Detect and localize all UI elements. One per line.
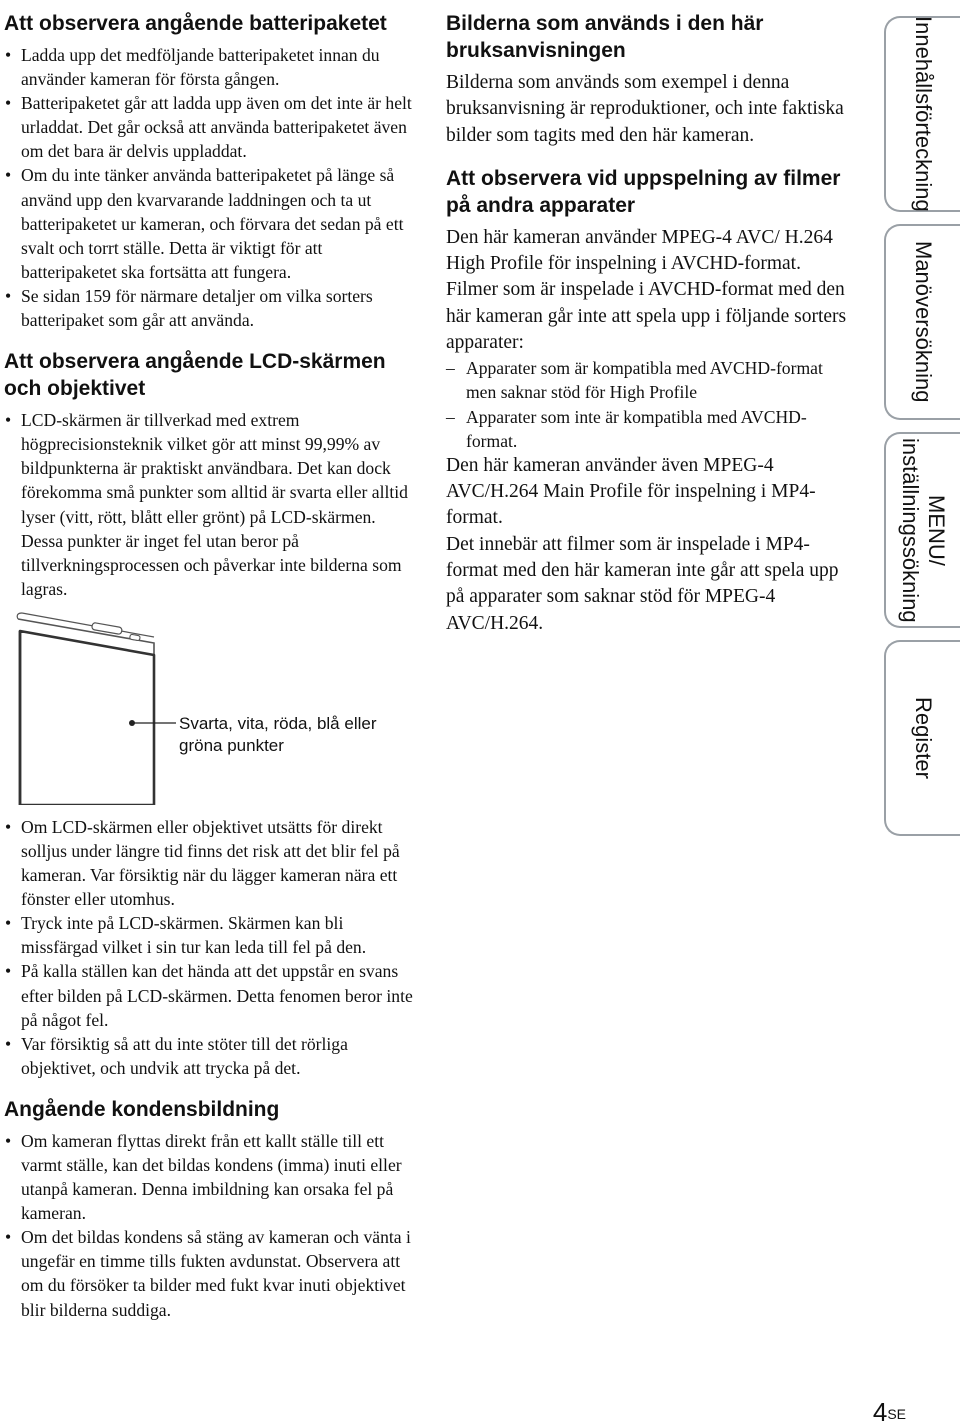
tab-label: Register	[911, 697, 936, 779]
lcd-pixel-figure	[4, 609, 416, 805]
playback-paragraph: Den här kameran använder MPEG-4 AVC/ H.264 High Profile för inspelning i AVCHD-format.	[446, 226, 833, 275]
condensation-section	[4, 1096, 416, 1322]
list-item: • Om du inte tänker använda batteripaketet på länge så använd upp den kvarvarande laddningen och ta ut batteripaketet ur kameran, och förvara det sedan på ett svalt och torrt ställe. Detta är viktigt för att batteripaketet ska fortsätta att fungera.	[4, 163, 416, 283]
page-number-value: 4	[872, 1397, 888, 1427]
tab-label: Manöversökning	[911, 241, 936, 403]
images-heading: Bilderna som används i den här bruksanvisningen	[446, 12, 764, 62]
images-section	[446, 10, 856, 149]
list-item: – Apparater som är kompatibla med AVCHD-format men saknar stöd för High Profile	[446, 356, 856, 404]
lcd-list	[4, 408, 416, 601]
tab-contents[interactable]	[884, 16, 960, 212]
tab-operation-search[interactable]	[884, 224, 960, 420]
tab-label: Innehållsförteckning	[911, 16, 936, 212]
list-item: • På kalla ställen kan det hända att det uppstår en svans efter bilden på LCD-skärmen. Detta fenomen beror inte på något fel.	[4, 959, 416, 1031]
page-number-suffix: SE	[887, 1406, 906, 1422]
playback-section	[446, 165, 856, 637]
playback-heading: Att observera vid uppspelning av filmer på andra apparater	[446, 166, 841, 217]
camera-screen-illustration	[4, 609, 416, 805]
list-item: • Ladda upp det medföljande batteripaketet innan du använder kameran för första gången.	[4, 43, 416, 91]
left-column	[4, 10, 416, 1338]
list-item: • LCD-skärmen är tillverkad med extrem högprecisionsteknik vilket gör att minst 99,99% av bildpunkterna är praktiskt användbara. Det kan dock förekomma små punkter som alltid är svarta eller alltid lyser (vitt, rött, blått eller grönt) på LCD-skärmen. Dessa punkter är inget fel utan beror på tillverkningsprocessen och påverkar inte bilderna som lagras.	[4, 408, 416, 601]
tab-index[interactable]	[884, 640, 960, 836]
list-item: • Om det bildas kondens så stäng av kameran och vänta i ungefär en timme tills fukten avdunstat. Observera att om du försöker ta bilder med fukt kvar inuti objektivet blir bilderna suddiga.	[4, 1225, 416, 1321]
tab-menu-settings-search[interactable]	[884, 432, 960, 628]
list-item: – Apparater som inte är kompatibla med AVCHD-format.	[446, 405, 856, 453]
battery-section	[4, 10, 416, 332]
lcd-heading: Att observera angående LCD-skärmen och objektivet	[4, 350, 386, 401]
list-item: • Se sidan 159 för närmare detaljer om vilka sorters batteripaket som går att använda.	[4, 284, 416, 332]
lcd-list-2	[4, 815, 416, 1080]
battery-list	[4, 43, 416, 332]
playback-paragraph: Det innebär att filmer som är inspelade i MP4-format med den här kameran inte går att spela upp på apparater som saknar stöd för MPEG-4 AVC/H.264.	[446, 533, 839, 634]
playback-paragraph: Filmer som är inspelade i AVCHD-format med den här kameran går inte att spela upp i följande sorters apparater:	[446, 279, 847, 354]
battery-heading: Att observera angående batteripaketet	[4, 12, 387, 35]
pixel-dot	[129, 720, 135, 726]
page-number	[873, 1398, 906, 1426]
condensation-list	[4, 1129, 416, 1322]
lcd-section	[4, 348, 416, 1080]
condensation-heading: Angående kondensbildning	[4, 1097, 280, 1121]
playback-paragraph: Den här kameran använder även MPEG-4 AVC/H.264 Main Profile för inspelning i MP4-format.	[446, 454, 816, 529]
right-column	[446, 10, 856, 653]
list-item: • Var försiktig så att du inte stöter till det rörliga objektivet, och undvik att trycka på det.	[4, 1032, 416, 1080]
list-item: • Om LCD-skärmen eller objektivet utsätts för direkt solljus under längre tid finns det risk att det blir fel på kameran. Var försiktig när du lägger kameran nära ett fönster eller utomhus.	[4, 815, 416, 911]
list-item: • Tryck inte på LCD-skärmen. Skärmen kan bli missfärgad vilket i sin tur kan leda till fel på den.	[4, 911, 416, 959]
playback-dash-list	[446, 356, 856, 452]
figure-callout: Svarta, vita, röda, blå eller gröna punkter	[179, 713, 377, 755]
tab-label: MENU/ inställningssökning	[898, 437, 949, 623]
images-text: Bilderna som används som exempel i denna bruksanvisning är reproduktioner, och inte faktiska bilder som tagits med den här kameran.	[446, 72, 844, 146]
list-item: • Om kameran flyttas direkt från ett kallt ställe till ett varmt ställe, kan det bildas kondens (imma) inuti eller utanpå kameran. Denna imbildning kan orsaka fel på kameran.	[4, 1129, 416, 1225]
list-item: • Batteripaketet går att ladda upp även om det inte är helt urladdat. Det går också att använda batteripaketet även om det bara är delvis uppladdat.	[4, 91, 416, 163]
